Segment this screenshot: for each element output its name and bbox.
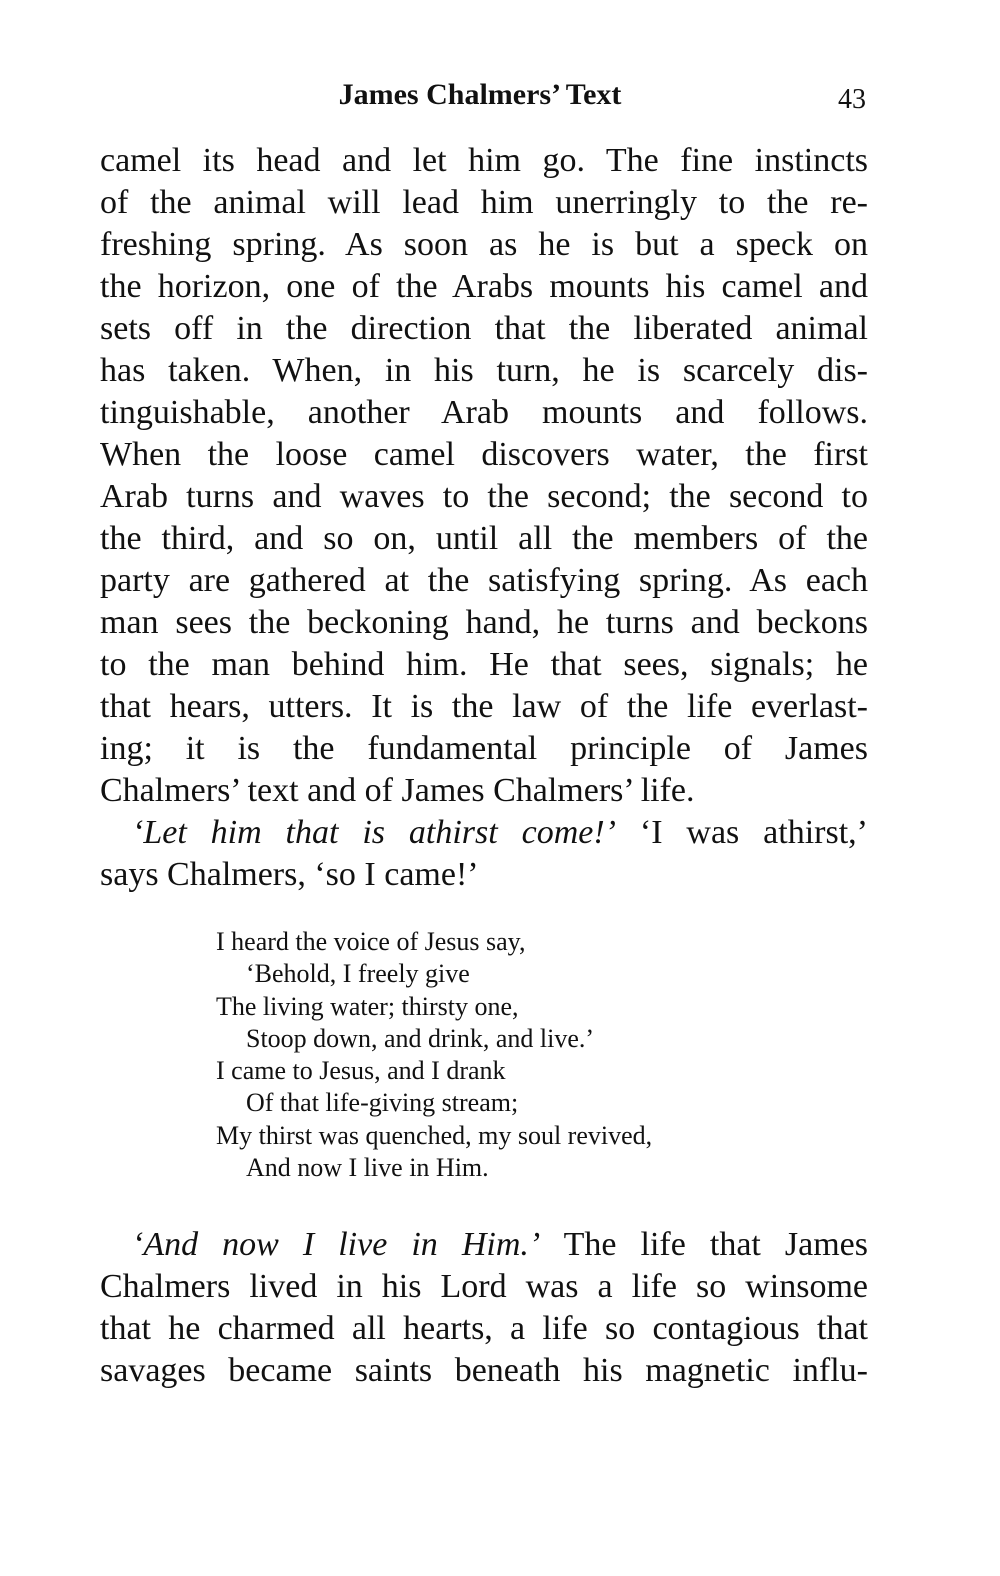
text-line: has taken. When, in his turn, he is scarcely dis- xyxy=(100,352,868,389)
text-line: camel its head and let him go. The fine instincts xyxy=(100,142,868,179)
text-line: sets off in the direction that the liberated animal xyxy=(100,310,868,347)
paragraph-1 xyxy=(100,140,868,896)
text-line: that hears, utters. It is the law of the life everlast- xyxy=(100,688,868,725)
text-line: When the loose camel discovers water, the first xyxy=(100,436,868,473)
poem-line: I came to Jesus, and I drank xyxy=(216,1056,506,1086)
poem-block xyxy=(216,926,652,1184)
text-line: to the man behind him. He that sees, signals; he xyxy=(100,646,868,683)
text-line xyxy=(100,1224,868,1266)
text-line: tinguishable, another Arab mounts and follows. xyxy=(100,394,868,431)
page-number: 43 xyxy=(838,84,866,115)
text-line: party are gathered at the satisfying spring. As each xyxy=(100,562,868,599)
poem-line: Of that life-giving stream; xyxy=(246,1088,519,1118)
text-line: ing; it is the fundamental principle of James xyxy=(100,730,868,767)
poem-line: Stoop down, and drink, and live.’ xyxy=(246,1023,595,1053)
text-line: the horizon, one of the Arabs mounts his camel and xyxy=(100,268,868,305)
page-header xyxy=(0,76,1000,116)
text-line: the third, and so on, until all the members of the xyxy=(100,520,868,557)
running-title: James Chalmers’ Text xyxy=(338,78,622,111)
roman-text: ‘I was athirst,’ xyxy=(615,814,868,851)
text-line: Arab turns and waves to the second; the second to xyxy=(100,478,868,515)
poem-line: And now I live in Him. xyxy=(246,1153,489,1183)
text-line: freshing spring. As soon as he is but a speck on xyxy=(100,226,868,263)
text-line: of the animal will lead him unerringly to the re- xyxy=(100,184,868,221)
paragraph-3 xyxy=(100,1224,868,1392)
poem-line: I heard the voice of Jesus say, xyxy=(216,927,526,956)
text-line: Chalmers’ text and of James Chalmers’ life. xyxy=(100,772,695,809)
poem-line: The living water; thirsty one, xyxy=(216,991,519,1021)
poem-line: My thirst was quenched, my soul revived, xyxy=(216,1120,653,1150)
roman-text: The life that James xyxy=(540,1226,868,1263)
italic-quote: ‘And now I live in Him.’ xyxy=(132,1226,541,1263)
text-line: says Chalmers, ‘so I came!’ xyxy=(100,856,479,893)
text-line: man sees the beckoning hand, he turns and beckons xyxy=(100,604,868,641)
text-line: Chalmers lived in his Lord was a life so winsome xyxy=(100,1268,868,1305)
text-line xyxy=(100,812,868,854)
text-line: savages became saints beneath his magnetic influ- xyxy=(100,1352,868,1389)
poem-line: ‘Behold, I freely give xyxy=(246,959,470,989)
italic-quote: ‘Let him that is athirst come!’ xyxy=(132,814,616,851)
text-line: that he charmed all hearts, a life so contagious that xyxy=(100,1310,868,1347)
